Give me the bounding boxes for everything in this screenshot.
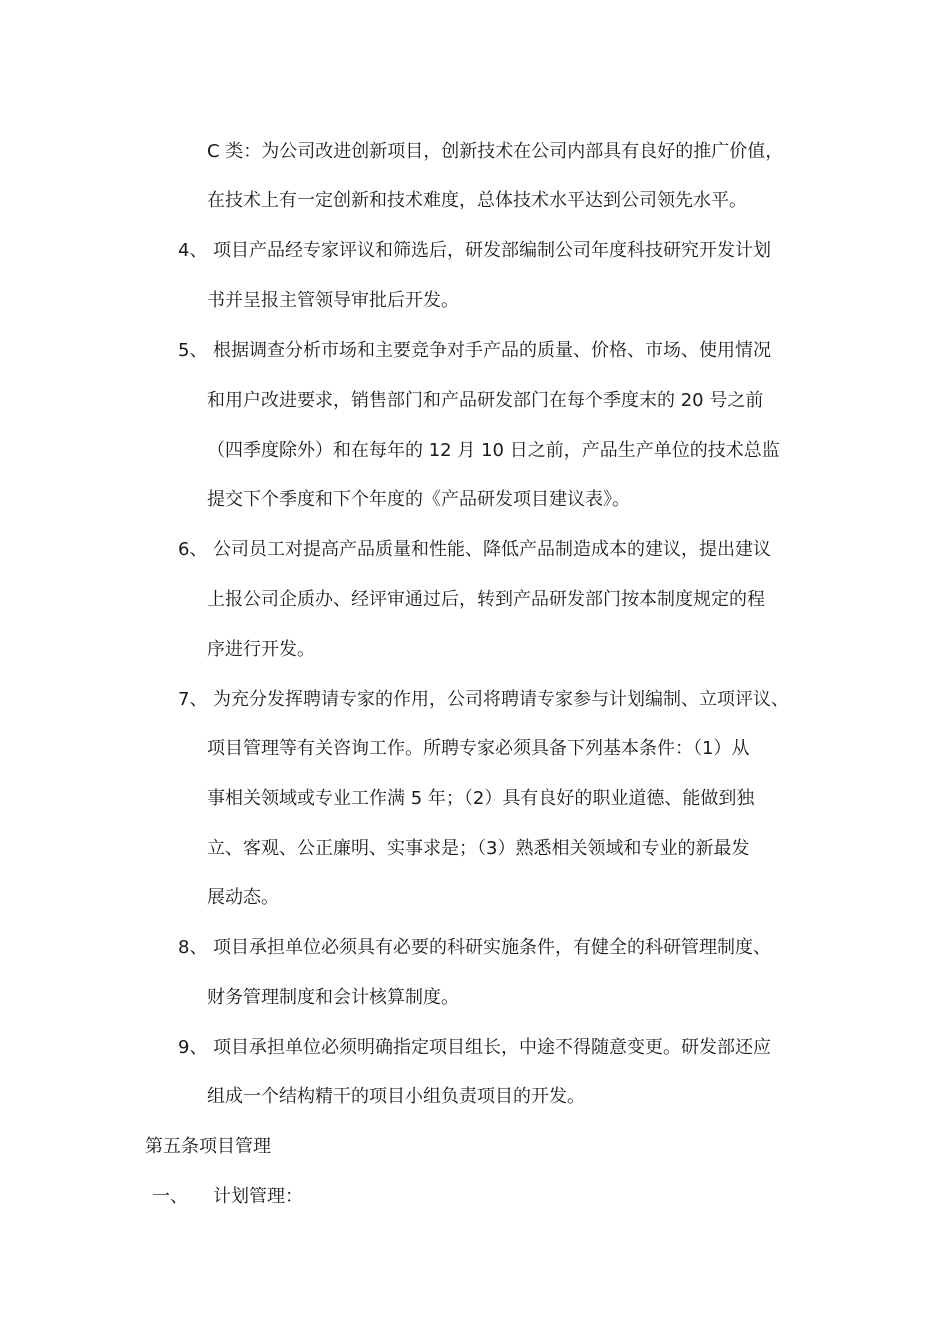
item-5-number: 5、 <box>178 340 208 361</box>
section-number: 一、 <box>152 1186 188 1207</box>
article-heading: 第五条项目管理 <box>145 1136 271 1157</box>
item-5-line-2: 和用户改进要求，销售部门和产品研发部门在每个季度末的 20 号之前 <box>207 390 764 411</box>
item-6-line-2: 上报公司企质办、经评审通过后，转到产品研发部门按本制度规定的程 <box>207 589 765 610</box>
item-7-line-3: 事相关领域或专业工作满 5 年；（2）具有良好的职业道德、能做到独 <box>207 788 755 809</box>
item-6-number: 6、 <box>178 539 208 560</box>
item-5-line-1: 根据调查分析市场和主要竞争对手产品的质量、价格、市场、使用情况 <box>213 340 771 361</box>
category-c-line-2: 在技术上有一定创新和技术难度，总体技术水平达到公司领先水平。 <box>207 190 747 211</box>
item-5-line-3: （四季度除外）和在每年的 12 月 10 日之前，产品生产单位的技术总监 <box>207 440 780 461</box>
item-9-line-2: 组成一个结构精干的项目小组负责项目的开发。 <box>207 1086 585 1107</box>
category-c-line-1: C 类：为公司改进创新项目，创新技术在公司内部具有良好的推广价值， <box>207 141 784 162</box>
item-4-number: 4、 <box>178 240 208 261</box>
item-5-line-4: 提交下个季度和下个年度的《产品研发项目建议表》。 <box>207 489 630 510</box>
item-7-line-5: 展动态。 <box>207 887 279 908</box>
item-9-number: 9、 <box>178 1037 208 1058</box>
item-6-line-3: 序进行开发。 <box>207 639 315 660</box>
item-8-line-2: 财务管理制度和会计核算制度。 <box>207 987 459 1008</box>
item-7-line-1: 为充分发挥聘请专家的作用，公司将聘请专家参与计划编制、立项评议、 <box>213 689 789 710</box>
item-7-line-4: 立、客观、公正廉明、实事求是；（3）熟悉相关领域和专业的新最发 <box>207 838 750 859</box>
item-8-line-1: 项目承担单位必须具有必要的科研实施条件，有健全的科研管理制度、 <box>213 937 771 958</box>
item-9-line-1: 项目承担单位必须明确指定项目组长，中途不得随意变更。研发部还应 <box>213 1037 771 1058</box>
item-8-number: 8、 <box>178 937 208 958</box>
item-7-line-2: 项目管理等有关咨询工作。所聘专家必须具备下列基本条件：（1）从 <box>207 738 750 759</box>
item-6-line-1: 公司员工对提高产品质量和性能、降低产品制造成本的建议，提出建议 <box>213 539 771 560</box>
section-title: 计划管理： <box>213 1186 303 1207</box>
item-4-line-1: 项目产品经专家评议和筛选后，研发部编制公司年度科技研究开发计划 <box>213 240 771 261</box>
item-4-line-2: 书并呈报主管领导审批后开发。 <box>207 290 459 311</box>
item-7-number: 7、 <box>178 689 208 710</box>
